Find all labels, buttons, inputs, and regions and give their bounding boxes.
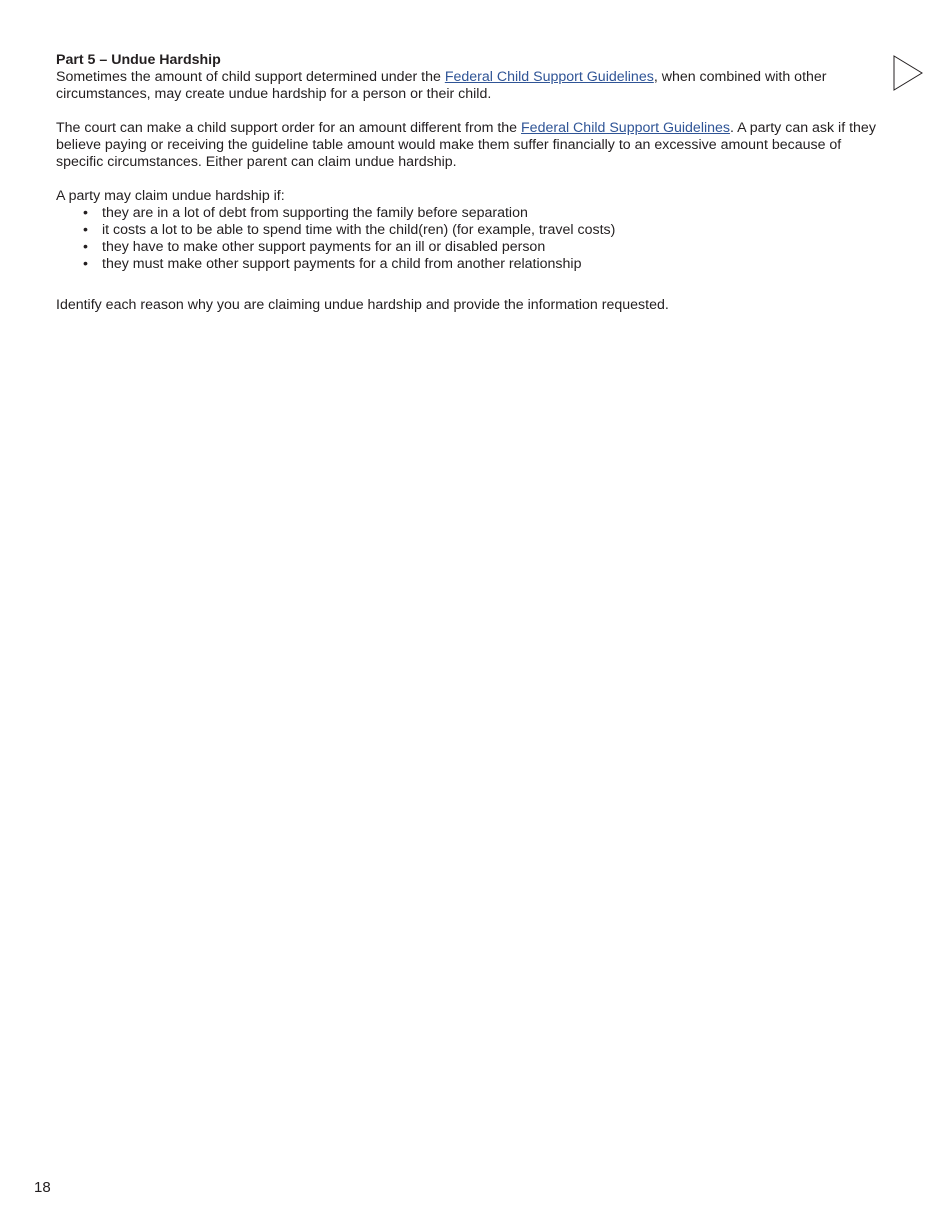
next-page-button[interactable] (893, 55, 923, 91)
paragraph-court-order (56, 120, 876, 171)
paragraph-undue-hardship-intro (56, 69, 876, 103)
paragraph-text: . A party can ask if they believe paying or receiving the guideline table amount would make them suffer financially to an excessive amount because of specific circumstances. Either parent can claim undue hardship. (56, 120, 876, 170)
bullet-icon: • (83, 205, 88, 221)
list-item-text: they are in a lot of debt from supporting the family before separation (102, 205, 528, 221)
list-item (56, 239, 876, 256)
list-item (56, 205, 876, 222)
paragraph-text: The court can make a child support order for an amount different from the (56, 120, 522, 136)
document-content (56, 52, 876, 314)
bullet-icon: • (83, 222, 88, 238)
play-triangle-icon (893, 55, 923, 91)
bullet-icon: • (83, 239, 88, 255)
instruction-text: Identify each reason why you are claiming undue hardship and provide the information requested. (56, 297, 669, 313)
list-item-text: they must make other support payments for a child from another relationship (102, 256, 582, 272)
claims-intro: A party may claim undue hardship if: (56, 188, 285, 204)
paragraph-text: Sometimes the amount of child support determined under the (56, 69, 445, 85)
section-title: Part 5 – Undue Hardship (56, 52, 221, 68)
paragraph-text: , when combined with other circumstances, may create undue hardship for a person or their child. (56, 69, 827, 102)
claims-list (56, 205, 876, 273)
page-number: 18 (34, 1179, 51, 1196)
federal-guidelines-link[interactable]: Federal Child Support Guidelines (444, 69, 654, 85)
list-item-text: it costs a lot to be able to spend time with the child(ren) (for example, travel costs) (102, 222, 616, 238)
spacer (56, 171, 876, 188)
list-item (56, 222, 876, 239)
list-item (56, 256, 876, 273)
bullet-icon: • (83, 256, 88, 272)
spacer (56, 103, 876, 120)
federal-guidelines-link[interactable]: Federal Child Support Guidelines (521, 120, 731, 136)
list-item-text: they have to make other support payments for an ill or disabled person (102, 239, 546, 255)
